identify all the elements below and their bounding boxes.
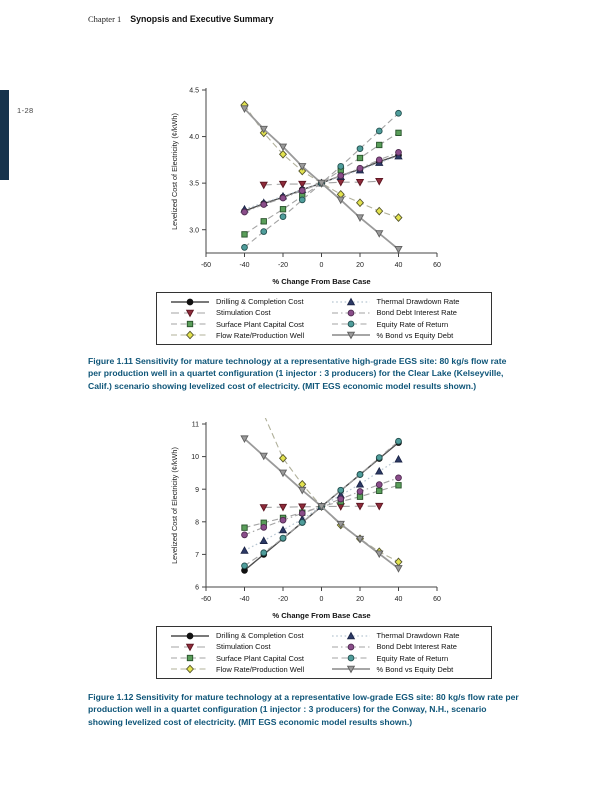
series-marker	[280, 214, 286, 220]
series-marker	[348, 321, 354, 327]
series-marker	[280, 207, 285, 212]
figure-1-12-caption	[88, 691, 548, 728]
legend-item	[170, 307, 331, 318]
page-title: Synopsis and Executive Summary	[130, 14, 274, 24]
legend-label: Equity Rate of Return	[376, 319, 449, 329]
series-marker	[396, 130, 401, 135]
series-marker	[261, 219, 266, 224]
series-marker	[187, 655, 192, 660]
page-header	[88, 14, 274, 24]
series-marker	[376, 207, 383, 214]
series-marker	[299, 197, 305, 203]
legend-item	[170, 630, 331, 641]
series-marker	[280, 195, 286, 201]
legend-swatch	[170, 330, 210, 340]
series-marker	[242, 525, 247, 530]
series-marker	[299, 188, 305, 194]
series-marker	[242, 245, 248, 251]
axes	[206, 88, 437, 253]
y-tick-label: 10	[191, 454, 199, 462]
legend-item	[170, 319, 331, 330]
caption-line: Figure 1.11 Sensitivity for mature technology at a representative high-grade EGS site: 80 kg/s flow rate	[88, 356, 507, 366]
series-marker	[187, 299, 193, 305]
x-tick-label: -60	[200, 596, 212, 603]
legend-label: Surface Plant Capital Cost	[216, 319, 304, 329]
series-line	[245, 412, 399, 562]
figure-1-12-legend	[156, 626, 492, 679]
series-marker	[261, 550, 267, 556]
x-tick-label: 0	[319, 262, 324, 269]
series-marker	[376, 468, 383, 474]
caption-line: Figure 1.12 Sensitivity for mature technology at a representative low-grade EGS site: 80 kg/s flow rate per	[88, 692, 519, 702]
x-tick-label: -60	[200, 262, 212, 269]
legend-swatch	[331, 653, 371, 663]
x-tick-label: 40	[394, 262, 403, 269]
y-axis-label: Levelized Cost of Electricity (¢/kWh)	[170, 113, 179, 230]
series-marker	[377, 488, 382, 493]
legend-swatch	[170, 653, 210, 663]
series-marker	[299, 520, 305, 526]
x-tick-label: -20	[277, 596, 289, 603]
x-tick-label: -40	[239, 596, 250, 603]
series-marker	[376, 503, 383, 509]
series-marker	[348, 644, 354, 650]
series-marker	[187, 666, 194, 673]
series-marker	[357, 472, 363, 478]
series-marker	[280, 517, 286, 523]
legend-swatch	[170, 631, 210, 641]
y-tick-label: 3.5	[189, 180, 199, 188]
series-marker	[376, 128, 382, 134]
series-marker	[376, 455, 382, 461]
legend-swatch	[331, 319, 371, 329]
series-marker	[357, 155, 362, 160]
series-marker	[396, 110, 402, 116]
caption-line: Calif.) scenario showing levelized cost of electricity. (MIT EGS economic model results shown.)	[88, 380, 477, 391]
series-group	[241, 101, 402, 252]
series-marker	[187, 332, 194, 339]
legend-label: Bond Debt Interest Rate	[376, 308, 457, 318]
y-tick-label: 8	[195, 519, 199, 527]
series-marker	[348, 655, 354, 661]
series-marker	[357, 489, 363, 495]
legend-item	[331, 630, 492, 641]
series-marker	[396, 438, 402, 444]
series-marker	[348, 310, 354, 316]
series-marker	[357, 199, 364, 206]
series-marker	[357, 146, 363, 152]
series-marker	[338, 163, 344, 169]
figure-1-12-chart	[150, 412, 470, 622]
y-axis-label: Levelized Cost of Electricity (¢/kWh)	[170, 447, 179, 564]
series-marker	[242, 563, 248, 569]
series-marker	[187, 633, 193, 639]
legend-label: Flow Rate/Production Well	[216, 330, 305, 340]
series-marker	[242, 532, 248, 538]
series-marker	[376, 157, 382, 163]
legend-label: Bond Debt Interest Rate	[376, 642, 457, 652]
legend-item	[170, 653, 331, 664]
y-tick-label: 9	[195, 486, 199, 494]
legend-label: % Bond vs Equity Debt	[376, 330, 454, 340]
legend-item	[170, 641, 331, 652]
sidebar-accent-bar	[0, 90, 9, 180]
series-marker	[260, 537, 267, 543]
caption-line: production well in a quartet configuration (1 injector : 3 producers) for the Conway, N.H., scenario	[88, 704, 487, 715]
series-marker	[242, 209, 248, 215]
series-marker	[396, 475, 402, 481]
series-marker	[280, 527, 287, 533]
y-tick-label: 7	[195, 552, 199, 559]
series-marker	[242, 232, 247, 237]
figure-1-11-caption	[88, 355, 548, 392]
series-marker	[396, 150, 402, 156]
legend-item	[331, 653, 492, 664]
legend-label: Equity Rate of Return	[376, 653, 449, 663]
x-axis-label: % Change From Base Case	[272, 277, 371, 286]
legend-swatch	[170, 308, 210, 318]
series-group	[241, 412, 402, 573]
legend-item	[170, 664, 331, 675]
series-marker	[357, 165, 363, 171]
legend-label: Flow Rate/Production Well	[216, 664, 305, 674]
legend-swatch	[331, 664, 371, 674]
legend-label: Stimulation Cost	[216, 642, 271, 652]
x-tick-label: 20	[356, 596, 364, 603]
series-marker	[376, 482, 382, 488]
legend-swatch	[170, 642, 210, 652]
x-tick-label: 0	[319, 596, 324, 603]
legend-label: Stimulation Cost	[216, 308, 271, 318]
figure-1-11-chart	[150, 78, 470, 288]
legend-item	[331, 319, 492, 330]
legend-swatch	[170, 319, 210, 329]
series-marker	[377, 142, 382, 147]
series-marker	[261, 229, 267, 235]
x-tick-label: -20	[277, 262, 289, 269]
page-number: 1-28	[17, 106, 34, 115]
legend-item	[170, 296, 331, 307]
figure-1-11-legend	[156, 292, 492, 345]
x-tick-label: -40	[239, 262, 250, 269]
legend-label: Drilling & Completion Cost	[216, 631, 304, 641]
x-axis-label: % Change From Base Case	[272, 611, 371, 620]
legend-label: Thermal Drawdown Rate	[376, 297, 460, 307]
y-tick-label: 4.5	[189, 87, 199, 95]
caption-line: showing levelized cost of electricity. (MIT EGS economic model results shown.)	[88, 716, 413, 727]
series-marker	[395, 246, 402, 252]
series-marker	[395, 214, 402, 221]
caption-line: per production well in a quartet configuration (1 injector : 3 producers) for the Clear Lake (Kelseyville,	[88, 368, 504, 379]
series-marker	[299, 510, 305, 516]
legend-label: Surface Plant Capital Cost	[216, 653, 304, 663]
series-marker	[338, 496, 344, 502]
legend-label: Thermal Drawdown Rate	[376, 631, 460, 641]
series-marker	[261, 202, 267, 208]
x-tick-label: 60	[433, 262, 441, 269]
series-marker	[241, 547, 248, 553]
x-tick-label: 40	[394, 596, 403, 603]
series-marker	[395, 456, 402, 462]
legend-swatch	[170, 297, 210, 307]
legend-item	[331, 330, 492, 341]
legend-swatch	[331, 308, 371, 318]
legend-item	[331, 296, 492, 307]
legend-swatch	[170, 664, 210, 674]
legend-item	[170, 330, 331, 341]
legend-item	[331, 307, 492, 318]
legend-item	[331, 641, 492, 652]
x-tick-label: 20	[356, 262, 364, 269]
series-marker	[338, 487, 344, 493]
legend-item	[331, 664, 492, 675]
y-tick-label: 4.0	[189, 134, 199, 142]
y-tick-label: 11	[191, 421, 199, 429]
series-marker	[357, 481, 364, 487]
series-marker	[396, 483, 401, 488]
series-marker	[395, 558, 402, 565]
series-marker	[338, 173, 344, 179]
legend-swatch	[331, 631, 371, 641]
legend-swatch	[331, 330, 371, 340]
chapter-label: Chapter 1	[88, 14, 122, 24]
series-marker	[261, 524, 267, 530]
legend-label: % Bond vs Equity Debt	[376, 664, 454, 674]
series-marker	[376, 178, 383, 184]
series-marker	[280, 535, 286, 541]
series-marker	[187, 321, 192, 326]
series-marker	[395, 566, 402, 572]
legend-swatch	[331, 642, 371, 652]
legend-label: Drilling & Completion Cost	[216, 297, 304, 307]
x-tick-label: 60	[433, 596, 441, 603]
legend-swatch	[331, 297, 371, 307]
y-tick-label: 6	[195, 584, 199, 592]
y-tick-label: 3.0	[189, 227, 199, 235]
